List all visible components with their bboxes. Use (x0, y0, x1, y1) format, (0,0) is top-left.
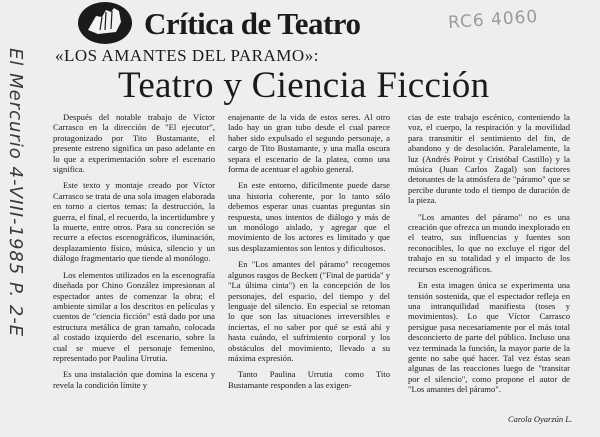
author-byline: Carola Oyarzún L. (508, 414, 573, 424)
paragraph: Después del notable trabajo de Víctor Carrasco en la dirección de "El ejecutor", protagonizado por Tito Bustamante, el presente estreno significa un paso adelante en lo que a experimentación sobre el escenario significa. (53, 112, 215, 175)
paragraph: Este texto y montaje creado por Víctor Carrasco se trata de una sola imagen elaborada en torno a ciertos temas: la destrucción, la guerra, el final, el recuerdo, la incertidumbre y la muerte, entre otros. Para su concreción se recurre a efectos escenográficos, iluminación, desplazamiento físico, música, silencio y un diálogo fragmentario que tiende al monólogo. (53, 180, 215, 264)
section-header (76, 0, 361, 46)
pointing-hand-logo-icon (76, 0, 134, 46)
handwritten-archive-code: RC6 4060 (447, 6, 539, 34)
article-kicker: «LOS AMANTES DEL PARAMO»: (55, 46, 319, 65)
paragraph: En "Los amantes del páramo" recogemos algunos rasgos de Beckett ("Final de partida" y "La última cinta") en la concepción de los personajes, del espacio, del tiempo y del lenguaje del silencio. En especial se retoman lo que son las situaciones irreversibles e inciertas, el no saber por qué se está ahí y hasta cuándo, el sufrimiento corporal y los obstáculos del movimiento, llevado a su máxima expresión. (228, 259, 390, 363)
article-column-2 (228, 112, 390, 396)
paragraph: "Los amantes del páramo" no es una creación que ofrezca un mundo inexplorado en el teatro, sus influencias y fuentes son reconocibles, lo que no excluye el rigor del trabajo en su totalidad y el impacto de los recursos escenográficos. (408, 211, 570, 274)
paragraph: Tanto Paulina Urrutia como Tito Bustamante responden a las exigen- (228, 369, 390, 390)
paragraph: Es una instalación que domina la escena y revela la condición límite y (53, 369, 215, 390)
article-headline: Teatro y Ciencia Ficción (118, 65, 490, 106)
paragraph: En este entorno, difícilmente puede darse una historia coherente, por lo tanto sólo debemos esperar unas cuantas preguntas sin respuesta, unos intentos de diálogo y más de un monólogo aislado, y agregar que el movimiento de los actores es limitado y que sus desplazamientos son lentos y dificultosos. (228, 180, 390, 253)
handwritten-margin-note (6, 48, 28, 428)
paragraph: enajenante de la vida de estos seres. Al otro lado hay un gran tubo desde el cual parece haber sido expulsado el segundo personaje, a cargo de Tito Bustamante, y una malla oscura separa el escenario de la platea, como una forma de acentuar el agobio general. (228, 112, 390, 175)
section-title: Crítica de Teatro (144, 6, 361, 41)
paragraph: cias de este trabajo escénico, conteniendo la voz, el cuerpo, la respiración y la movilidad para transmitir el sentimiento del fin, de abandono y de desolación. Paralelamente, la luz (Andrés Poirot y Cristóbal Castillo) y la música (Juan Carlos Zagal) son factores detonantes de la atmósfera de "páramo" que se percibe durante todo el tiempo de duración de la pieza. (408, 112, 570, 206)
paragraph: Los elementos utilizados en la escenografía diseñada por Chino González impresionan al espectador antes de comenzar la obra; el ambiente similar a los descritos en películas y cuentos de "ciencia ficción" está dado por una estructura metálica de gran tamaño, colocada al costado izquierdo del escenario, sobre la cual se mueve el personaje femenino, representado por Paulina Urrutia. (53, 269, 215, 363)
article-column-1 (53, 112, 215, 396)
paragraph: En esta imagen única se experimenta una tensión sostenida, que el espectador refleja en una intranquilidad manifiesta (toses y movimientos). Lo que Víctor Carrasco persigue pasa necesariamente por el más total desconcierto de parte del público. Incluso una vez terminada la función, la mayor parte de la gente no sabe qué hacer. Tal vez éstas sean algunas de las reacciones luego de "transitar por el silencio", como propone el autor de "Los amantes del páramo". (408, 280, 570, 395)
article-column-3 (408, 112, 570, 401)
handwritten-margin-text: El Mercurio 4-VIII-1985 P. 2-E (5, 48, 26, 338)
